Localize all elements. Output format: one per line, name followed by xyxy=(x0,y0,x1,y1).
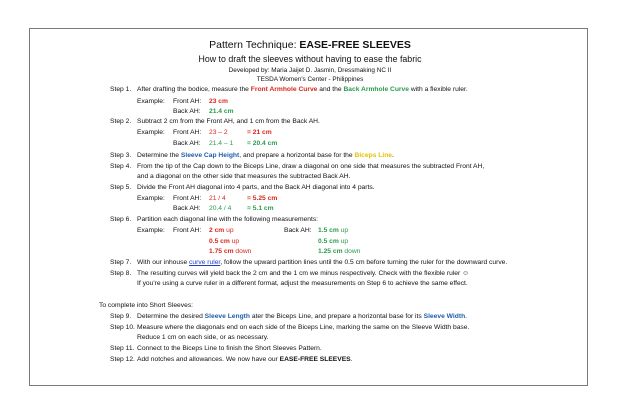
step-11-text: Connect to the Biceps Line to finish the Short Sleeves Pattern. xyxy=(137,345,322,352)
step-2-text: Subtract 2 cm from the Front AH, and 1 cm from the Back AH. xyxy=(137,118,320,125)
step-2-front-calc: 23 – 2 xyxy=(209,129,228,136)
step-6-back-3: 1.25 cm down xyxy=(318,248,361,255)
step-2-front-result: = 21 cm xyxy=(247,129,272,136)
curve-ruler-link[interactable]: curve ruler xyxy=(189,259,221,266)
step-6-back-1: 1.5 cm up xyxy=(318,227,349,234)
developer-credit: Developed by: Maria Jaijet D. Jasmin, Dressmaking NC II xyxy=(228,67,392,74)
step-12-number: Step 12. xyxy=(110,356,135,363)
step-10-line-2: Reduce 1 cm on each side, or as necessary. xyxy=(137,334,269,341)
step-3-number: Step 3. xyxy=(110,152,132,159)
step-6-back-2: 0.5 cm up xyxy=(318,238,349,245)
step-5-front-calc: 21 / 4 xyxy=(209,195,226,202)
step-2-front-ah-label: Front AH: xyxy=(173,129,202,136)
step-6-number: Step 6. xyxy=(110,216,132,223)
step-7-text: With our inhouse curve ruler, follow the upward partition lines until the 0.5 cm before turning the ruler for the downward curve. xyxy=(137,259,508,266)
step-2-example-label: Example: xyxy=(137,129,165,136)
step-1-number: Step 1. xyxy=(110,86,132,93)
step-1-front-ah-value: 23 cm xyxy=(209,98,228,105)
step-6-front-1: 2 cm up xyxy=(209,227,234,234)
step-5-text: Divide the Front AH diagonal into 4 parts, and the Back AH diagonal into 4 parts. xyxy=(137,184,375,191)
step-2-back-result: = 20.4 cm xyxy=(247,140,278,147)
step-9-number: Step 9. xyxy=(110,313,132,320)
step-4-number: Step 4. xyxy=(110,163,132,170)
step-2-back-ah-label: Back AH: xyxy=(173,140,201,147)
step-7-number: Step 7. xyxy=(110,259,132,266)
step-6-back-ah-label: Back AH: xyxy=(284,227,312,234)
step-5-number: Step 5. xyxy=(110,184,132,191)
step-1-back-ah-label: Back AH: xyxy=(173,108,201,115)
step-5-example-label: Example: xyxy=(137,195,165,202)
step-11-number: Step 11. xyxy=(110,345,135,352)
organization: TESDA Women's Center - Philippines xyxy=(256,76,364,83)
step-1-front-ah-label: Front AH: xyxy=(173,98,202,105)
subtitle: How to draft the sleeves without having to ease the fabric xyxy=(198,54,422,64)
step-8-line-1: The resulting curves will yield back the 2 cm and the 1 cm we minus respectively. Check with the flexible ruler ☺ xyxy=(137,270,469,277)
step-5-back-ah-label: Back AH: xyxy=(173,205,201,212)
step-5-back-calc: 20.4 / 4 xyxy=(209,205,232,212)
step-10-line-1: Measure where the diagonals end on each side of the Biceps Line, marking the same on the Sleeve Width base. xyxy=(137,324,470,331)
step-2-back-calc: 21.4 – 1 xyxy=(209,140,234,147)
step-6-front-2: 0.5 cm up xyxy=(209,238,240,245)
step-1-back-ah-value: 21.4 cm xyxy=(209,108,234,115)
step-8-number: Step 8. xyxy=(110,270,132,277)
step-6-text: Partition each diagonal line with the following measurements: xyxy=(137,216,319,223)
step-2-number: Step 2. xyxy=(110,118,132,125)
step-4-line-1: From the tip of the Cap down to the Biceps Line, draw a diagonal on one side that measures the subtracted Front AH, xyxy=(137,163,485,170)
step-5-back-result: = 5.1 cm xyxy=(247,205,274,212)
short-sleeves-heading: To complete into Short Sleeves: xyxy=(99,302,194,309)
step-1-example-label: Example: xyxy=(137,98,165,105)
step-12-text: Add notches and allowances. We now have our EASE-FREE SLEEVES. xyxy=(137,356,353,363)
step-3-text: Determine the Sleeve Cap Height, and prepare a horizontal base for the Biceps Line. xyxy=(137,152,394,159)
step-4-line-2: and a diagonal on the other side that measures the subtracted Back AH. xyxy=(137,173,351,180)
step-6-front-ah-label: Front AH: xyxy=(173,227,202,234)
step-5-front-result: = 5.25 cm xyxy=(247,195,278,202)
step-9-text: Determine the desired Sleeve Length ater the Biceps Line, and prepare a horizontal base for its Sleeve Width. xyxy=(137,313,468,320)
step-5-front-ah-label: Front AH: xyxy=(173,195,202,202)
step-6-example-label: Example: xyxy=(137,227,165,234)
step-1-text: After drafting the bodice, measure the Front Armhole Curve and the Back Armhole Curve with a flexible ruler. xyxy=(137,86,468,93)
step-8-line-2: If you're using a curve ruler in a different format, adjust the measurements on Step 6 to achieve the same effect. xyxy=(137,280,468,287)
page-title: Pattern Technique: EASE-FREE SLEEVES xyxy=(209,39,411,51)
step-6-front-3: 1.75 cm down xyxy=(209,248,252,255)
step-10-number: Step 10. xyxy=(110,324,135,331)
